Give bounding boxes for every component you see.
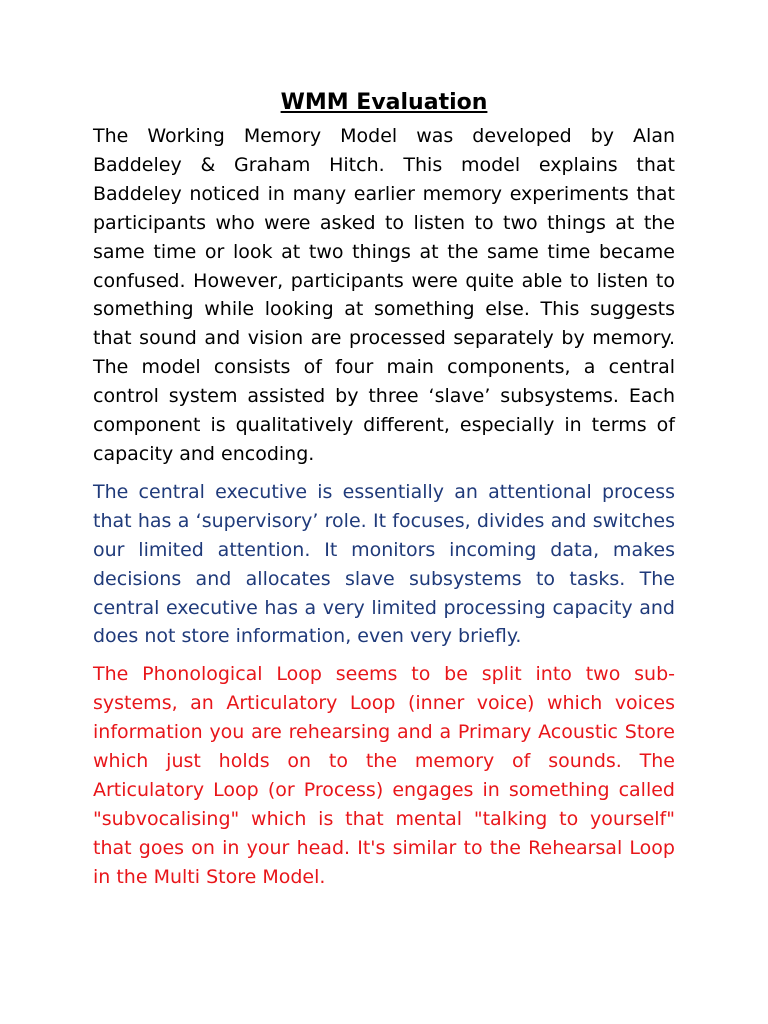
paragraph-phonological-loop: The Phonological Loop seems to be split into two sub-systems, an Articulatory Loop (inner voice) which voices information you are rehearsing and a Primary Acoustic Store which just holds on to the memory of sounds. The Articulatory Loop (or Process) engages in something called "subvocalising" which is that mental "talking to yourself" that goes on in your head. It's similar to the Rehearsal Loop in the Multi Store Model. xyxy=(93,663,675,888)
page-title: WMM Evaluation xyxy=(280,90,488,115)
paragraph-central-executive: The central executive is essentially an attentional process that has a ‘supervisory’ role. It focuses, divides and switches our limited attention. It monitors incoming data, makes decisions and allocates slave subsystems to tasks. The central executive has a very limited processing capacity and does not store information, even very briefly. xyxy=(93,480,675,648)
paragraph-working-memory-model: The Working Memory Model was developed by Alan Baddeley & Graham Hitch. This model explains that Baddeley noticed in many earlier memory experiments that participants who were asked to listen to two things at the same time or look at two things at the same time became confused. However, participants were quite able to listen to something while looking at something else. This suggests that sound and vision are processed separately by memory. The model consists of four main components, a central control system assisted by three ‘slave’ subsystems. Each component is qualitatively different, especially in terms of capacity and encoding. xyxy=(93,125,675,465)
document-page xyxy=(93,88,675,901)
